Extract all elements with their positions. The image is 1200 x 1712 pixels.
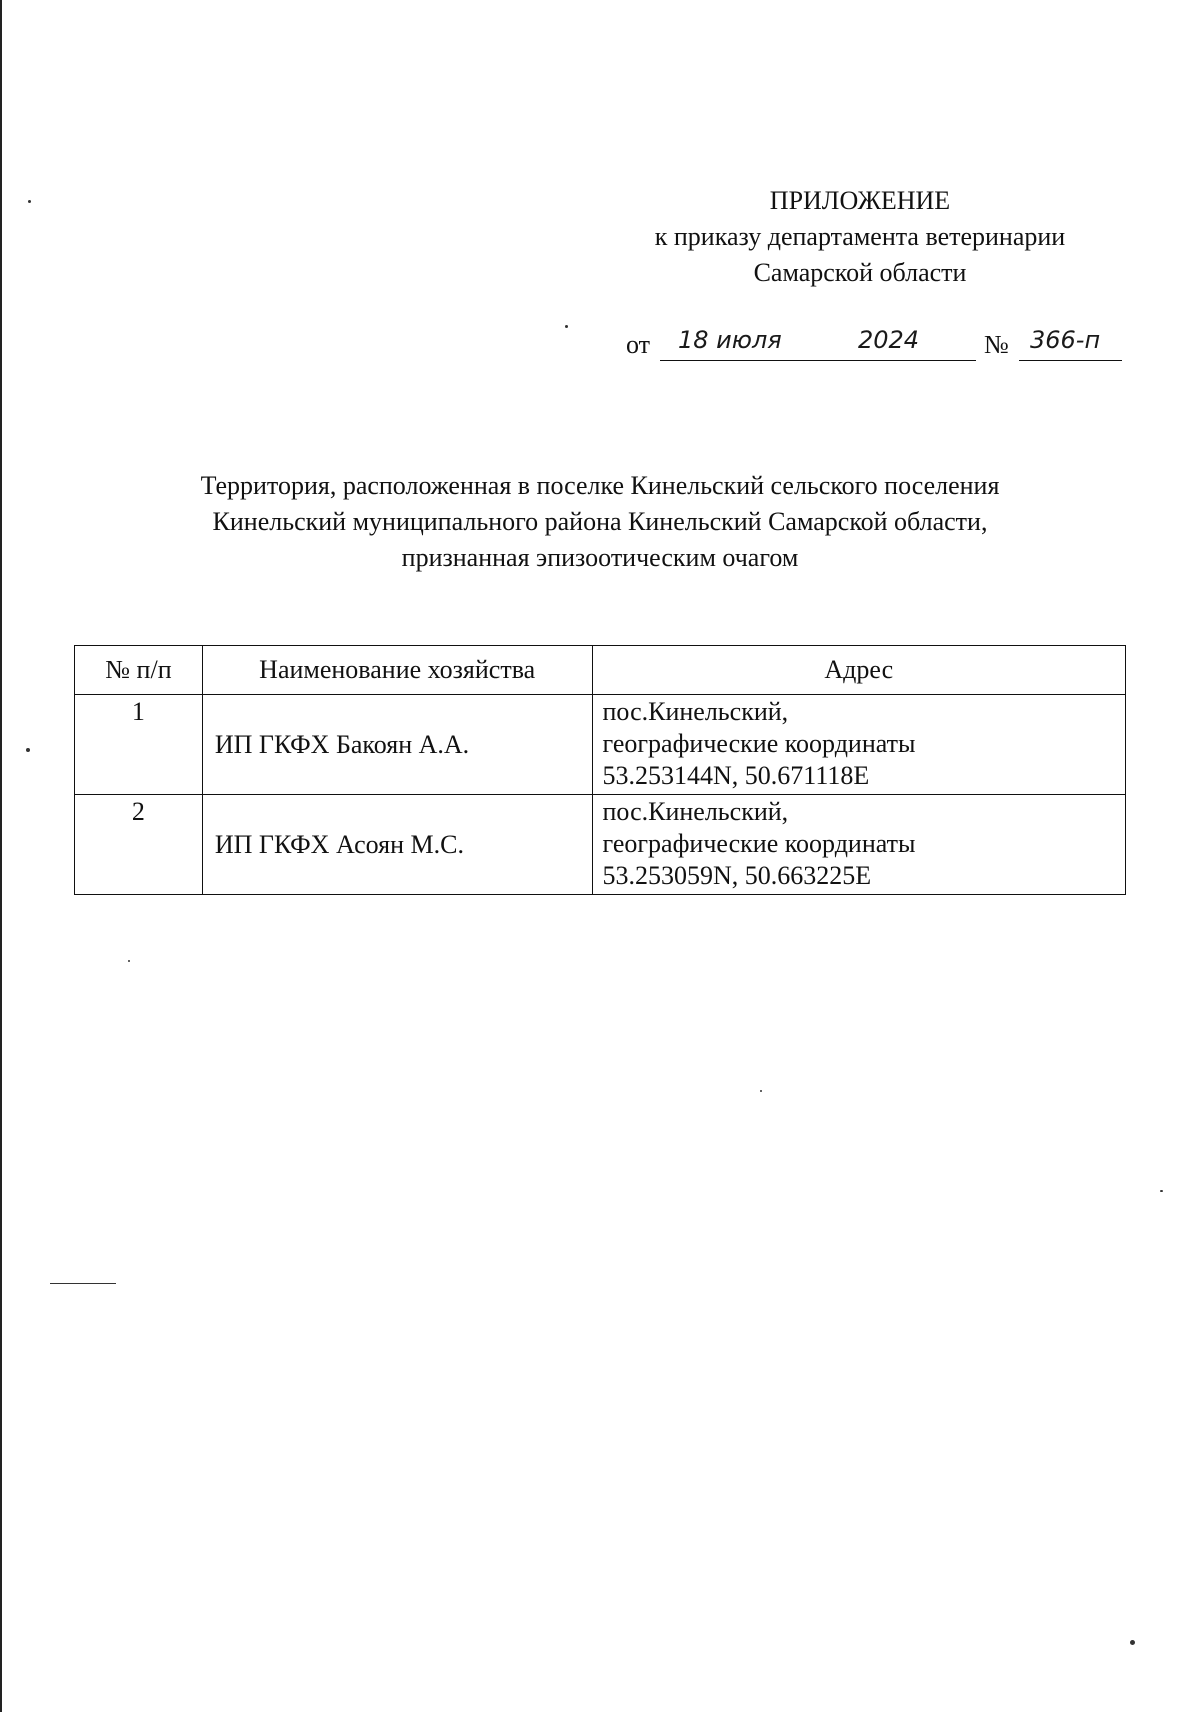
row-number: 2	[75, 795, 203, 895]
table-row	[75, 795, 1126, 895]
address-coordinates: 53.253144N, 50.671118E	[602, 761, 870, 790]
handwritten-order-number: 366-п	[1030, 326, 1101, 354]
scan-speck	[28, 200, 31, 203]
table-header-row	[75, 646, 1126, 695]
scan-speck	[565, 325, 568, 328]
table-row	[75, 695, 1126, 795]
order-from-label: от	[626, 330, 651, 359]
title-line-3: признанная эпизоотическим очагом	[401, 543, 799, 572]
scan-speck	[760, 1090, 762, 1092]
farm-name: ИП ГКФХ Бакоян А.А.	[202, 695, 592, 795]
scan-speck	[128, 960, 130, 962]
number-underline	[1019, 360, 1122, 361]
address-line: пос.Кинельский,	[602, 697, 789, 726]
farms-table	[74, 645, 1126, 895]
order-number-label: №	[984, 330, 1009, 359]
farm-name: ИП ГКФХ Асоян М.С.	[202, 795, 592, 895]
address-coordinates: 53.253059N, 50.663225E	[602, 861, 872, 890]
appendix-header	[600, 183, 1120, 291]
appendix-region: Самарской области	[753, 258, 967, 287]
handwritten-date: 18 июля	[678, 326, 782, 354]
date-underline	[660, 360, 976, 361]
column-header-address: Адрес	[592, 646, 1125, 695]
scan-speck	[26, 748, 30, 752]
farm-address	[592, 695, 1125, 795]
address-line: географические координаты	[602, 729, 916, 758]
document-title	[150, 468, 1050, 576]
column-header-number: № п/п	[75, 646, 203, 695]
handwritten-year: 2024	[858, 326, 920, 354]
title-line-2: Кинельский муниципального района Кинельский Самарской области,	[212, 507, 988, 536]
column-header-name: Наименование хозяйства	[202, 646, 592, 695]
appendix-reference: к приказу департамента ветеринарии	[654, 222, 1066, 251]
scan-speck	[1160, 1190, 1163, 1192]
row-number: 1	[75, 695, 203, 795]
scan-speck	[1130, 1640, 1135, 1645]
address-line: пос.Кинельский,	[602, 797, 789, 826]
address-line: географические координаты	[602, 829, 916, 858]
order-date-number-line	[626, 326, 1122, 366]
scan-page-edge	[0, 0, 2, 1712]
appendix-title: ПРИЛОЖЕНИЕ	[769, 186, 951, 215]
farm-address	[592, 795, 1125, 895]
scan-speck	[50, 1283, 116, 1284]
title-line-1: Территория, расположенная в поселке Кинельский сельского поселения	[200, 471, 1000, 500]
